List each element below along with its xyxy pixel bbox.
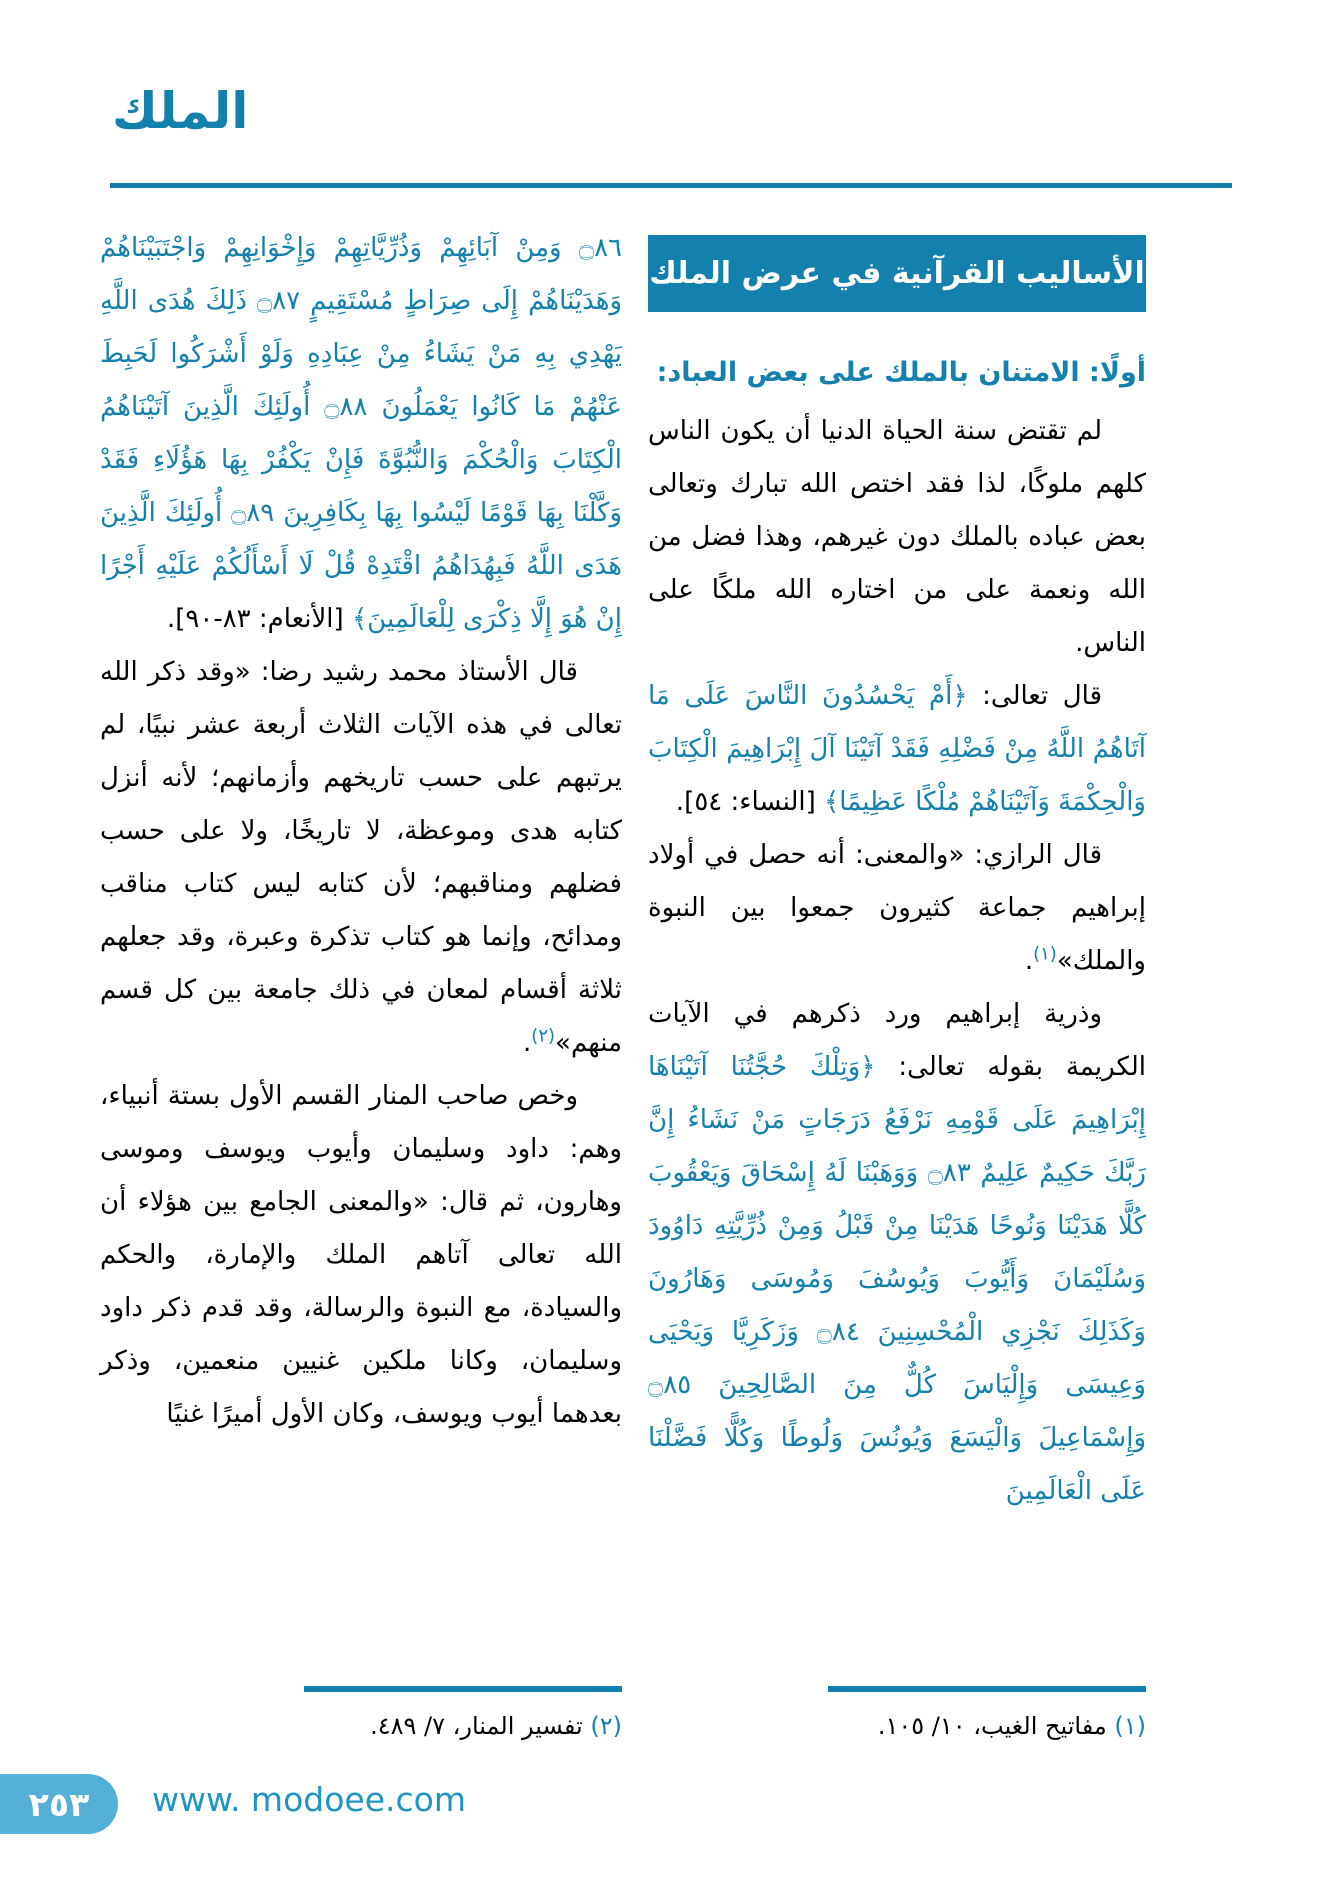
section-header-text: الأساليب القرآنية في عرض الملك [649,256,1145,291]
paragraph-intro: لم تقتض سنة الحياة الدنيا أن يكون الناس كلهم ملوكًا، لذا فقد اختص الله تبارك وتعالى بعض عباده بالملك دون غيرهم، وهذا فضل من الله ونعمة على من اختاره الله ملكًا على الناس. [648,416,1146,658]
subheading: أولًا: الامتنان بالملك على بعض العباد: [656,357,1146,388]
footnote-1-number: (١) [1114,1712,1146,1740]
paragraph-rida [100,646,622,1070]
sentence-dot: . [523,1028,532,1058]
footnote-2-text: تفسير المنار، ٧/ ٤٨٩. [370,1712,591,1740]
verse-reference-anaam: [الأنعام: ٨٣-٩٠]. [166,604,344,634]
paragraph-quran-nisa [648,670,1146,829]
section-header-box [648,235,1146,312]
footnote-right [648,1686,1146,1746]
footnote-rule-left [304,1686,622,1692]
quran-verse-anaam-cont: ۝٨٦ وَمِنْ آبَائِهِمْ وَذُرِّيَّاتِهِمْ وَإِخْوَانِهِمْ وَاجْتَبَيْنَاهُمْ وَهَدَيْنَاهُمْ إِلَى صِرَاطٍ مُسْتَقِيمٍ ۝٨٧ ذَلِكَ هُدَى اللَّهِ يَهْدِي بِهِ مَنْ يَشَاءُ مِنْ عِبَادِهِ وَلَوْ أَشْرَكُوا لَحَبِطَ عَنْهُمْ مَا كَانُوا يَعْمَلُونَ ۝٨٨ أُولَئِكَ الَّذِينَ آتَيْنَاهُمُ الْكِتَابَ وَالْحُكْمَ وَالنُّبُوَّةَ فَإِنْ يَكْفُرْ بِهَا هَؤُلَاءِ فَقَدْ وَكَّلْنَا بِهَا قَوْمًا لَيْسُوا بِهَا بِكَافِرِينَ ۝٨٩ أُولَئِكَ الَّذِينَ هَدَى اللَّهُ فَبِهُدَاهُمُ اقْتَدِهْ قُلْ لَا أَسْأَلُكُمْ عَلَيْهِ أَجْرًا إِنْ هُوَ إِلَّا ذِكْرَى لِلْعَالَمِينَ﴾ [100,233,622,634]
dhurriyya-intro: وذرية إبراهيم ورد ذكرهم في الآيات الكريمة بقوله تعالى: [648,999,1146,1082]
footnote-2-number: (٢) [590,1712,622,1740]
footnote-1-text: مفاتيح الغيب، ١٠/ ١٠٥. [877,1712,1115,1740]
paragraph-manar: وخص صاحب المنار القسم الأول بستة أنبياء، وهم: داود وسليمان وأيوب ويوسف وموسى وهارون، ثم قال: «والمعنى الجامع بين هؤلاء أن الله تعالى آتاهم الملك والإمارة، والحكم والسيادة، مع النبوة والرسالة، وقد قدم ذكر داود وسليمان، وكانا ملكين غنيين منعمين، وذكر بعدهما أيوب ويوسف، وكان الأول أميرًا غنيًا [100,1081,622,1429]
footnote-marker-2-inline: (٢) [531,1025,556,1047]
qala-taala-label: قال تعالى: [967,681,1103,711]
page-number: ٢٥٣ [28,1784,90,1824]
footnote-2 [100,1706,622,1746]
page-title: الملك [112,82,249,140]
rida-quote: قال الأستاذ محمد رشيد رضا: «وقد ذكر الله تعالى في هذه الآيات الثلاث أربعة عشر نبيًا، لم يرتبهم على حسب تاريخهم وأزمانهم؛ لأنه أنزل كتابه هدى وموعظة، لا تاريخًا، ولا على حسب فضلهم ومناقبهم؛ لأن كتابه ليس كتاب مناقب ومدائح، وإنما هو كتاب تذكرة وعبرة، وقد جعلهم ثلاثة أقسام لمعان في ذلك جامعة بين كل قسم منهم» [100,657,622,1058]
website-link[interactable]: www. modoee.com [152,1780,466,1819]
title-rule [110,183,1232,188]
footnote-rule-right [828,1686,1146,1692]
sentence-dot: . [1024,946,1034,976]
razi-quote: قال الرازي: «والمعنى: أنه حصل في أولاد إبراهيم جماعة كثيرون جمعوا بين النبوة والملك» [648,840,1146,976]
footnote-1 [648,1706,1146,1746]
footnote-marker-1-inline: (١) [1033,943,1057,965]
quran-verse-nisa: ﴿أَمْ يَحْسُدُونَ النَّاسَ عَلَى مَا آتَاهُمُ اللَّهُ مِنْ فَضْلِهِ فَقَدْ آتَيْنَا آلَ إِبْرَاهِيمَ الْكِتَابَ وَالْحِكْمَةَ وَآتَيْنَاهُمْ مُلْكًا عَظِيمًا﴾ [648,681,1146,817]
right-column [648,235,1146,1518]
quran-verse-anaam-start: ﴿وَتِلْكَ حُجَّتُنَا آتَيْنَاهَا إِبْرَاهِيمَ عَلَى قَوْمِهِ نَرْفَعُ دَرَجَاتٍ مَنْ نَشَاءُ إِنَّ رَبَّكَ حَكِيمٌ عَلِيمٌ ۝٨٣ وَوَهَبْنَا لَهُ إِسْحَاقَ وَيَعْقُوبَ كُلًّا هَدَيْنَا وَنُوحًا هَدَيْنَا مِنْ قَبْلُ وَمِنْ ذُرِّيَّتِهِ دَاوُودَ وَسُلَيْمَانَ وَأَيُّوبَ وَيُوسُفَ وَمُوسَى وَهَارُونَ وَكَذَلِكَ نَجْزِي الْمُحْسِنِينَ ۝٨٤ وَزَكَرِيَّا وَيَحْيَى وَعِيسَى وَإِلْيَاسَ كُلٌّ مِنَ الصَّالِحِينَ ۝٨٥ وَإِسْمَاعِيلَ وَالْيَسَعَ وَيُونُسَ وَلُوطًا وَكُلًّا فَضَّلْنَا عَلَى الْعَالَمِينَ [648,1052,1146,1506]
paragraph-quran-anaam-cont [100,222,622,646]
footnote-left [100,1686,622,1746]
page-number-badge [0,1774,118,1834]
left-column [100,222,622,1441]
paragraph-razi [648,829,1146,988]
paragraph-dhurriyya [648,988,1146,1518]
verse-reference-nisa: [النساء: ٥٤]. [675,787,816,817]
